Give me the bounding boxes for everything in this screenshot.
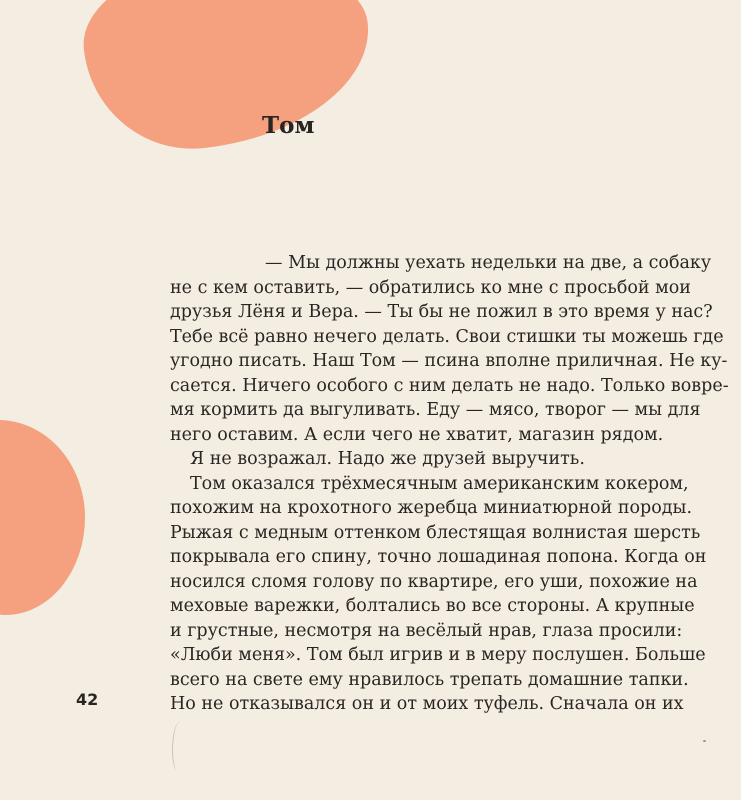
text-line: мя кормить да выгуливать. Еду — мясо, творог — мы для <box>170 400 701 420</box>
text-line: него оставим. А если чего не хватит, магазин рядом. <box>170 424 664 445</box>
text-line: «Люби меня». Том был игрив и в меру послушен. Больше <box>170 645 706 665</box>
text-line: покрывала его спину, точно лошадиная попона. Когда он <box>170 547 707 567</box>
text-line: всего на свете ему нравилось трепать домашние тапки. <box>170 669 689 690</box>
chapter-title: Том <box>262 112 315 139</box>
page-number: 42 <box>76 690 99 709</box>
decorative-paint-blob-left <box>0 420 85 615</box>
paper-speck <box>703 740 706 742</box>
text-line: угодно писать. Наш Том — псина вполне приличная. Не ку- <box>170 351 728 371</box>
text-line: Я не возражал. Надо же друзей выручить. <box>190 449 585 469</box>
text-line: Тебе всё равно нечего делать. Свои стишки ты можешь где <box>170 326 724 347</box>
text-line: носился сломя голову по квартире, его уши, похожие на <box>170 571 698 592</box>
text-line: меховые варежки, болтались во все стороны. А крупные <box>170 596 695 616</box>
text-line: друзья Лёня и Вера. — Ты бы не пожил в это время у нас? <box>170 302 713 322</box>
text-line: — Мы должны уехать недельки на две, а собаку <box>265 253 712 273</box>
text-line: Но не отказывался он и от моих туфель. Сначала он их <box>170 694 684 714</box>
text-line: сается. Ничего особого с ним делать не надо. Только вовре- <box>170 375 729 396</box>
text-line: похожим на крохотного жеребца миниатюрной породы. <box>170 498 693 518</box>
text-line: не с кем оставить, — обратились ко мне с просьбой мои <box>170 277 691 298</box>
text-line: Том оказался трёхмесячным американским кокером, <box>190 473 689 494</box>
text-line: и грустные, несмотря на весёлый нрав, глаза просили: <box>170 620 683 641</box>
pencil-mark <box>172 722 185 770</box>
text-line: Рыжая с медным оттенком блестящая волнистая шерсть <box>170 522 701 543</box>
body-text <box>170 251 729 717</box>
